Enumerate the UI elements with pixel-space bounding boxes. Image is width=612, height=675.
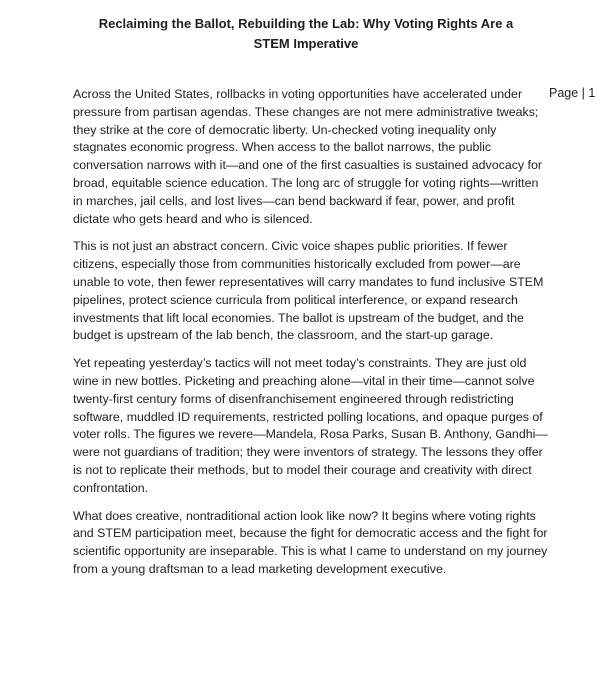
paragraph: Across the United States, rollbacks in voting opportunities have accelerated under pressure from partisan agendas. These changes are not mere administrative tweaks; they strike at the core of democratic liberty. Un-checked voting inequality only stagnates economic progress. When access to the ballot narrows, the public conversation narrows with it—and one of the first casualties is sustained advocacy for broad, equitable science education. The long arc of struggle for voting rights—written in marches, jail cells, and lost lives—can bend backward if fear, power, and profit dictate who gets heard and who is silenced. [73,87,543,226]
paragraph: What does creative, nontraditional action look like now? It begins where voting rights and STEM participation meet, because the fight for democratic access and the fight for scientific opportunity are inseparable. This is what I came to understand on my journey from a young draftsman to a lead marketing development executive. [73,508,548,576]
page-number: Page | 1 [549,86,596,100]
document-title: Reclaiming the Ballot, Rebuilding the Lab: Why Voting Rights Are a STEM Imperative [98,16,514,51]
paragraph: This is not just an abstract concern. Civic voice shapes public priorities. If fewer citizens, especially those from communities historically excluded from power—are unable to vote, then fewer representatives will carry mandates to fund inclusive STEM pipelines, protect science curricula from political interference, or expand research investments that lift local economies. The ballot is upstream of the budget, and the budget is upstream of the lab bench, the classroom, and the start-up garage. [73,239,544,343]
paragraph: Yet repeating yesterday’s tactics will not meet today’s constraints. They are just old wine in new bottles. Picketing and preaching alone—vital in their time—cannot solve twenty-first century forms of disenfranchisement engineered through redistricting software, muddled ID requirements, restricted polling locations, and opaque purges of voter rolls. The figures we revere—Mandela, Rosa Parks, Susan B. Anthony, Gandhi—were not guardians of tradition; they were inventors of strategy. The lessons they offer is not to replicate their methods, but to model their courage and creativity with direct confrontation. [73,356,548,495]
document-body [73,86,549,589]
